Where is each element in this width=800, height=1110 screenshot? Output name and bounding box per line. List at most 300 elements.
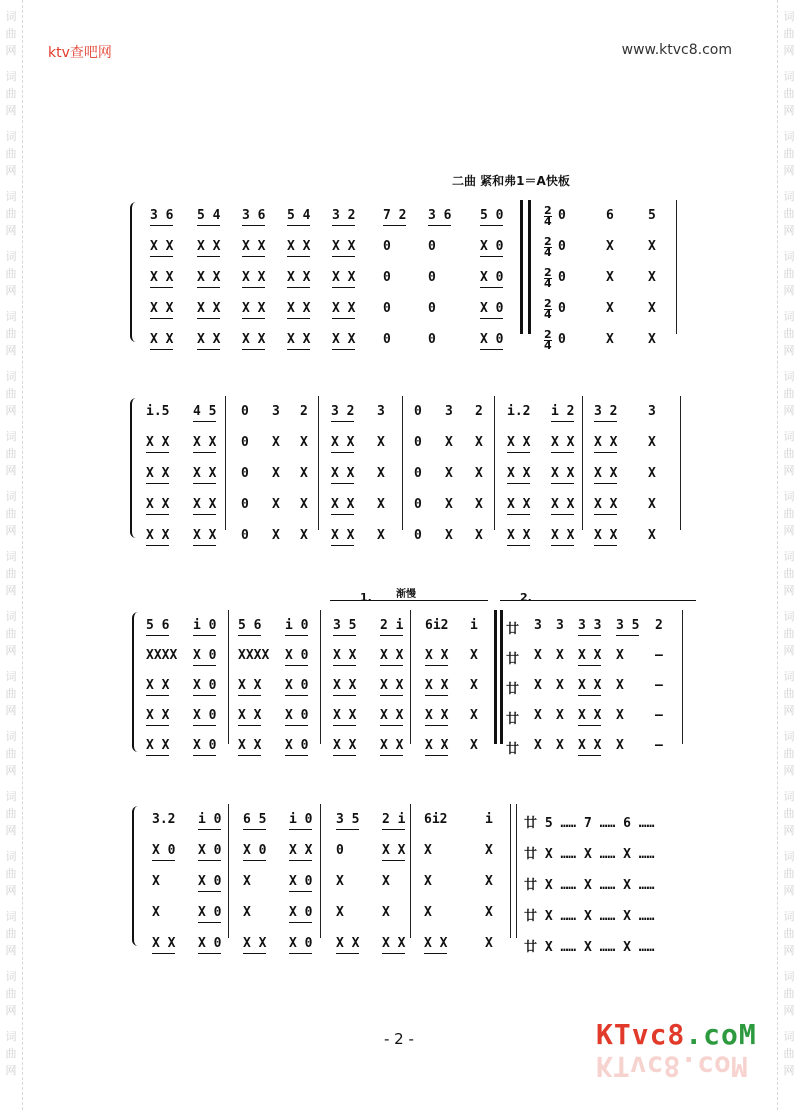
note: X [243,905,251,920]
note: 2 i [380,618,404,633]
system-brace [132,612,140,752]
note: X X [594,497,618,512]
note: X [243,874,251,889]
watermark-char: 词 [783,1030,795,1043]
note: 0 [241,497,249,512]
note: 6 [606,208,614,223]
time-signature: $\frac{2}{4}$ [544,235,552,259]
note: 2 [300,404,308,419]
note: X X [146,435,170,450]
barline [410,610,411,744]
watermark-char: 曲 [5,627,17,640]
watermark-char: 网 [783,104,795,117]
note: X X [242,239,266,254]
watermark-char: 词 [5,130,17,143]
note: 3.2 [152,812,176,827]
note: X [424,874,432,889]
note: 0 [428,270,436,285]
note: X X [238,678,262,693]
watermark-char: 网 [783,584,795,597]
note: X 0 [198,936,222,951]
note: X 0 [289,905,313,920]
note: X X [332,270,356,285]
watermark-char: 网 [783,1064,795,1077]
time-signature: $\frac{2}{4}$ [544,266,552,290]
logo-reflection-domain: .coM [680,1050,748,1083]
note: 廿 [506,652,520,667]
note: 5 6 [238,618,262,633]
note: X X [331,466,355,481]
barline [320,610,321,744]
note: X X [197,239,221,254]
watermark-char: 曲 [783,987,795,1000]
note: X [377,435,385,450]
note: 0 [383,239,391,254]
note: 廿 [506,712,520,727]
barline [676,200,677,334]
watermark-char: 词 [783,130,795,143]
time-signature: $\frac{2}{4}$ [544,328,552,352]
note: i 2 [551,404,575,419]
note: X [606,332,614,347]
note: X [377,497,385,512]
watermark-char: 曲 [5,687,17,700]
site-url-right[interactable]: www.ktvc8.com [621,42,732,58]
note: 3 [445,404,453,419]
note: 3 [377,404,385,419]
note: X X [578,738,602,753]
watermark-char: 网 [783,824,795,837]
watermark-char: 曲 [5,387,17,400]
note: 廿 X …… X …… X …… [524,878,655,893]
rit-marking: 渐慢 [396,589,416,600]
note: X [485,843,493,858]
note: X [475,466,483,481]
note: XXXX [146,648,178,663]
note: — [655,708,663,723]
system-brace [132,806,140,946]
note: X 0 [289,874,313,889]
note: X 0 [193,708,217,723]
note: X [424,843,432,858]
logo-text-main: KTvc8 [596,1018,686,1051]
watermark-char: 曲 [783,387,795,400]
note: X X [332,301,356,316]
note: 廿 [506,682,520,697]
note: X X [146,738,170,753]
note: X X [242,301,266,316]
barline [228,804,229,938]
note: X [556,738,564,753]
note: X X [331,435,355,450]
note: 6 5 [243,812,267,827]
note: X X [507,435,531,450]
barline [228,610,229,744]
watermark-char: 网 [5,404,17,417]
note: X 0 [285,738,309,753]
note: X 0 [152,843,176,858]
note: X 0 [285,648,309,663]
second-ending-bracket [500,591,696,604]
note: 5 4 [197,208,221,223]
note: X [445,528,453,543]
note: X 0 [285,678,309,693]
note: X [424,905,432,920]
note: X X [197,301,221,316]
note: 廿 [506,622,520,637]
watermark-char: 词 [5,910,17,923]
note: 2 [655,618,663,633]
note: i 0 [193,618,217,633]
note: X X [287,301,311,316]
watermark-char: 曲 [783,327,795,340]
watermark-char: 词 [5,190,17,203]
note: X [485,936,493,951]
note: 6i2 [424,812,448,827]
note: X [648,466,656,481]
note: X X [578,708,602,723]
note: 0 [558,332,566,347]
watermark-char: 词 [783,310,795,323]
note: 5 6 [146,618,170,633]
note: 0 [558,301,566,316]
note: X X [333,678,357,693]
note: X X [380,648,404,663]
barline [516,804,517,938]
note: X [445,435,453,450]
note: X [336,905,344,920]
barline [528,200,531,334]
note: X X [146,678,170,693]
note: X 0 [193,648,217,663]
watermark-char: 网 [5,764,17,777]
watermark-char: 词 [5,670,17,683]
watermark-char: 词 [783,670,795,683]
note: X [616,738,624,753]
note: X [534,738,542,753]
watermark-char: 词 [5,310,17,323]
note: X [300,497,308,512]
note: X [648,239,656,254]
note: X [648,528,656,543]
note: X [606,239,614,254]
barline [402,396,403,530]
tempo-marking: 二曲 紧和弗1＝A快板 [452,174,570,188]
note: X X [243,936,267,951]
barline [494,396,495,530]
note: X X [146,466,170,481]
watermark-char: 词 [5,610,17,623]
note: X X [287,239,311,254]
note: X X [578,678,602,693]
note: X X [425,648,449,663]
watermark-char: 词 [783,370,795,383]
note: X [300,528,308,543]
note: 3 5 [616,618,640,633]
note: X [377,528,385,543]
page-number: - 2 - [384,1030,414,1048]
watermark-char: 曲 [5,747,17,760]
note: X X [242,270,266,285]
note: X X [551,435,575,450]
watermark-char: 词 [5,10,17,23]
note: X X [578,648,602,663]
watermark-char: 网 [5,824,17,837]
watermark-char: 曲 [783,147,795,160]
watermark-char: 网 [5,344,17,357]
watermark-char: 网 [5,1004,17,1017]
note: X [616,708,624,723]
second-ending-label: 2. [520,591,532,604]
note: 廿 [506,742,520,757]
note: X [470,678,478,693]
watermark-char: 词 [783,910,795,923]
note: X X [425,738,449,753]
note: X X [380,738,404,753]
watermark-char: 曲 [783,747,795,760]
watermark-char: 网 [783,644,795,657]
note: X [272,466,280,481]
note: 廿 X …… X …… X …… [524,940,655,955]
note: X [445,466,453,481]
barline [520,200,523,334]
watermark-char: 网 [783,944,795,957]
note: X [272,435,280,450]
note: X X [382,936,406,951]
note: X 0 [198,843,222,858]
watermark-char: 词 [5,490,17,503]
note: 0 [241,404,249,419]
note: X [556,648,564,663]
note: X 0 [193,678,217,693]
watermark-char: 网 [5,704,17,717]
watermark-char: 网 [783,524,795,537]
watermark-char: 网 [783,404,795,417]
watermark-char: 网 [783,284,795,297]
note: 4 5 [193,404,217,419]
note: 3 6 [150,208,174,223]
note: X 0 [480,239,504,254]
watermark-char: 曲 [5,327,17,340]
note: i.2 [507,404,531,419]
note: X X [425,708,449,723]
watermark-char: 词 [5,550,17,563]
watermark-char: 网 [5,524,17,537]
watermark-char: 曲 [783,507,795,520]
note: X [300,466,308,481]
watermark-char: 词 [783,970,795,983]
watermark-char: 曲 [5,987,17,1000]
watermark-char: 曲 [5,267,17,280]
watermark-char: 曲 [5,507,17,520]
note: 0 [558,239,566,254]
note: X [485,874,493,889]
note: X X [551,497,575,512]
barline [410,804,411,938]
note: X X [287,270,311,285]
note: 7 2 [383,208,407,223]
note: X X [150,270,174,285]
note: X X [331,528,355,543]
note: X [336,874,344,889]
note: 0 [383,270,391,285]
note: X X [332,332,356,347]
barline [582,396,583,530]
note: X [470,708,478,723]
barline [510,804,511,938]
watermark-char: 词 [783,490,795,503]
note: X X [594,528,618,543]
watermark-char: 词 [5,970,17,983]
note: X X [594,435,618,450]
watermark-char: 网 [783,1004,795,1017]
barline [494,610,497,744]
watermark-char: 曲 [783,447,795,460]
note: X X [150,332,174,347]
note: 3 6 [428,208,452,223]
note: 6i2 [425,618,449,633]
note: 0 [428,332,436,347]
logo-reflection-main: KTvc8 [596,1050,681,1083]
watermark-char: 曲 [783,807,795,820]
note: 3 3 [578,618,602,633]
note: X X [197,332,221,347]
barline [318,396,319,530]
note: — [655,738,663,753]
note: X [485,905,493,920]
note: 0 [428,301,436,316]
note: X [152,874,160,889]
watermark-char: 曲 [5,87,17,100]
watermark-char: 词 [5,1030,17,1043]
watermark-char: 网 [783,164,795,177]
watermark-char: 词 [783,790,795,803]
note: X [648,435,656,450]
watermark-char: 曲 [783,867,795,880]
note: X [475,497,483,512]
watermark-char: 网 [5,644,17,657]
note: X 0 [480,332,504,347]
time-signature: $\frac{2}{4}$ [544,204,552,228]
note: X X [507,528,531,543]
note: X 0 [243,843,267,858]
watermark-char: 曲 [783,207,795,220]
watermark-char: 曲 [5,867,17,880]
note: X [606,270,614,285]
barline [320,804,321,938]
note: X X [380,678,404,693]
note: X [606,301,614,316]
watermark-char: 词 [783,250,795,263]
note: X X [331,497,355,512]
note: X [445,497,453,512]
note: 2 i [382,812,406,827]
note: 0 [414,404,422,419]
note: X [300,435,308,450]
note: X [382,874,390,889]
note: 0 [414,497,422,512]
watermark-char: 网 [5,224,17,237]
logo-text-domain: .coM [685,1018,757,1051]
note: X 0 [480,270,504,285]
watermark-char: 曲 [5,207,17,220]
watermark-char: 词 [783,850,795,863]
note: — [655,648,663,663]
watermark-char: 词 [783,70,795,83]
note: X [648,270,656,285]
note: X X [333,648,357,663]
watermark-char: 词 [783,550,795,563]
note: X [556,708,564,723]
note: 3 2 [594,404,618,419]
note: X [382,905,390,920]
watermark-char: 曲 [783,87,795,100]
note: X X [146,528,170,543]
watermark-char: 曲 [5,447,17,460]
watermark-char: 词 [5,250,17,263]
note: 廿 X …… X …… X …… [524,847,655,862]
site-logo[interactable] [596,1018,757,1051]
watermark-char: 曲 [783,1047,795,1060]
note: X [534,678,542,693]
right-watermark-strip [777,0,800,1110]
note: X 0 [480,301,504,316]
note: X X [146,497,170,512]
watermark-char: 网 [783,704,795,717]
watermark-char: 网 [783,344,795,357]
watermark-char: 网 [783,764,795,777]
site-name-left[interactable]: ktv查吧网 [48,45,112,61]
note: X [616,648,624,663]
note: 廿 5 …… 7 …… 6 …… [524,816,655,831]
first-ending-label: 1. [360,591,372,604]
barline [225,396,226,530]
note: 3 5 [333,618,357,633]
note: X [648,301,656,316]
note: X X [332,239,356,254]
note: 0 [241,528,249,543]
watermark-char: 曲 [783,627,795,640]
first-ending-bracket [330,589,488,604]
barline [682,610,683,744]
watermark-char: 曲 [783,27,795,40]
note: X X [146,708,170,723]
note: X [648,332,656,347]
note: X X [287,332,311,347]
note: X 0 [198,905,222,920]
note: X X [424,936,448,951]
watermark-char: 曲 [5,27,17,40]
note: X X [150,301,174,316]
note: X X [380,708,404,723]
note: X [534,648,542,663]
watermark-char: 网 [5,1064,17,1077]
watermark-char: 网 [5,944,17,957]
watermark-char: 词 [783,10,795,23]
note: i 0 [289,812,313,827]
note: i 0 [198,812,222,827]
note: X X [551,466,575,481]
note: 0 [414,528,422,543]
watermark-char: 曲 [783,567,795,580]
note: 0 [241,466,249,481]
watermark-char: 词 [5,370,17,383]
note: 2 [475,404,483,419]
note: X X [193,497,217,512]
watermark-char: 曲 [5,147,17,160]
note: X X [333,738,357,753]
watermark-char: 曲 [783,687,795,700]
